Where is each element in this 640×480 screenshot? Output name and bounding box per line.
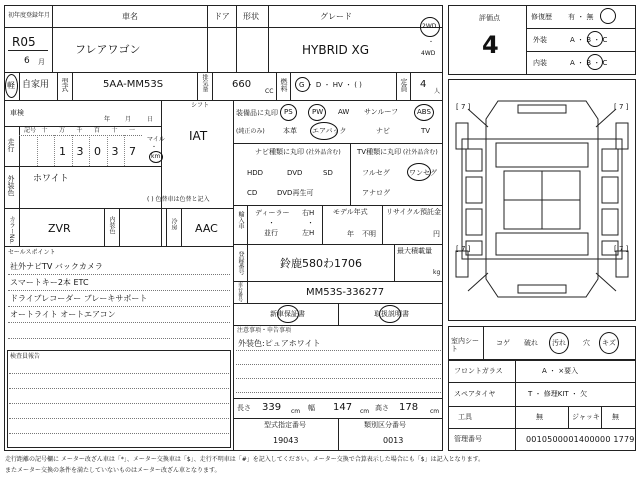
reg-month: 6 — [24, 56, 30, 66]
mileage-cell-divider — [54, 135, 55, 166]
mileage-cell-divider — [72, 135, 73, 166]
mileage-unit-header: 十 — [111, 127, 118, 134]
mileage-unit-header: 万 — [59, 127, 66, 134]
tools-value: 無 — [536, 413, 543, 421]
mileage-digit: 3 — [111, 145, 119, 158]
int-grade-label: 内装 — [533, 59, 547, 67]
vehicle-class: 軽 — [7, 81, 15, 90]
manual-warranty: 新車保証書 — [270, 310, 305, 318]
color-no-label: カラーNo. — [8, 216, 15, 244]
seat-hole: 穴 — [583, 339, 590, 347]
registration-label: 登録番号 — [237, 251, 244, 275]
grade-label: グレード — [320, 12, 352, 21]
reg-era: R05 — [12, 35, 36, 49]
car-outline-diagram — [448, 79, 636, 321]
seat-tear: 破れ — [524, 339, 538, 347]
displacement-value: 660 — [232, 79, 252, 90]
inspector-notes-label: 検査員報告 — [10, 353, 41, 360]
notes-label: 注意事項・申告事項 — [237, 327, 292, 334]
shift-label: シフト — [191, 102, 210, 109]
diagram-label-br: [ 7 ] — [614, 245, 629, 253]
footer-line-2: またメーター交換の条件を満たしていないものはメーター改ざん車となります。 — [5, 467, 221, 474]
width-label: 幅 — [308, 404, 315, 412]
equip-abs: ABS — [417, 108, 431, 116]
sales-line-3: ドライブレコーダー ブレーキサポート — [10, 294, 148, 303]
ext-color-label: 外装色 — [7, 175, 15, 196]
diagram-label-bl: [ 7 ] — [456, 245, 471, 253]
equip-leather: 本革 — [283, 127, 297, 135]
repair-none-circle — [600, 8, 616, 24]
equip-tv: TV — [421, 127, 431, 135]
model-label: 型式 — [61, 78, 69, 92]
mileage-unit-header: 千 — [76, 127, 83, 134]
class-value: 0013 — [383, 436, 404, 445]
inspection-year: 年 — [104, 116, 111, 123]
mileage-unit-header: 十 — [41, 127, 48, 134]
spare-tire-label: スペアタイヤ — [454, 390, 496, 398]
recycle-yen: 円 — [433, 230, 440, 238]
equip-navi: ナビ — [376, 127, 390, 135]
height-label: 高さ — [375, 404, 389, 412]
navi-label: ナビ種類に丸印 — [255, 148, 304, 156]
name-label: 車名 — [122, 12, 138, 21]
class-label: 類別区分番号 — [364, 421, 406, 429]
length-value: 339 — [262, 402, 282, 413]
ext-grade-label: 外装 — [533, 36, 547, 44]
model-year-label: モデル年式 — [333, 208, 368, 216]
import-label: 輸入車 — [237, 211, 244, 229]
seat-scratch: キズ — [602, 339, 616, 347]
mileage-unit-header: 一 — [129, 127, 136, 134]
reg-month-line — [8, 50, 48, 51]
score-label: 評価点 — [479, 14, 500, 22]
tv-analog: アナログ — [362, 189, 390, 197]
import-dot-2: ・ — [307, 219, 314, 227]
jack-value: 無 — [612, 413, 619, 421]
score-value: 4 — [482, 31, 499, 59]
diagram-label-tr: [ 7 ] — [614, 103, 629, 111]
shift-value: IAT — [189, 129, 208, 143]
length-label: 長さ — [237, 404, 251, 412]
person-unit: 人 — [434, 88, 441, 95]
mileage-cell-divider — [89, 135, 90, 166]
repair-value: 有 ・ 無 — [568, 13, 594, 21]
cc-unit: CC — [265, 88, 274, 95]
front-glass-label: フロントガラス — [454, 367, 503, 375]
inspection-day: 日 — [147, 116, 154, 123]
tv-sub: (社外品含む) — [403, 149, 438, 156]
registration-value: 鈴鹿580わ1706 — [280, 257, 362, 270]
mileage-digit: 3 — [76, 145, 84, 158]
seat-dirt: 汚れ — [552, 339, 566, 347]
width-value: 147 — [333, 402, 353, 413]
inspection-month: 月 — [125, 116, 132, 123]
mileage-cell-divider — [37, 135, 38, 166]
sales-points-label: セールスポイント — [8, 249, 56, 256]
interior-label: 内装色 — [108, 216, 115, 234]
height-cm: cm — [430, 408, 440, 415]
equip-aw: AW — [338, 108, 350, 116]
drive-4wd: 4WD — [421, 50, 436, 57]
mileage-digit: 7 — [129, 145, 136, 158]
chassis-label: 車台番号 — [237, 282, 243, 302]
fuel-options: G ・ D ・ HV ・ ( ) — [299, 81, 362, 89]
sales-line-1: 社外ナビTV バックカメラ — [10, 262, 103, 271]
seat-burn: コゲ — [496, 339, 510, 347]
mileage-label: 走行 — [7, 138, 15, 152]
navi-hdd: HDD — [247, 169, 264, 177]
equipment-sublabel: (純正のみ) — [236, 128, 265, 135]
front-glass-value: A ・ ×要入 — [542, 367, 579, 375]
grade-value: HYBRID XG — [302, 43, 370, 57]
navi-dvd: DVD — [287, 169, 303, 177]
mileage-unit-header: 百 — [94, 127, 101, 134]
management-label: 管理番号 — [454, 435, 482, 443]
designation-value: 19043 — [273, 436, 299, 445]
height-value: 178 — [399, 402, 419, 413]
color-no-value: ZVR — [48, 222, 71, 235]
mileage-digit: 0 — [94, 145, 101, 158]
import-parallel: 並行 — [264, 229, 278, 237]
drive-2wd: 2WD — [422, 23, 437, 30]
tv-label: TV種類に丸印 — [357, 148, 402, 156]
km-label: km — [151, 153, 161, 160]
ext-color-value: ホワイト — [33, 174, 69, 184]
length-cm: cm — [291, 408, 301, 415]
mileage-digit: 1 — [59, 145, 66, 158]
sales-line-2: スマートキー2本 ETC — [10, 278, 89, 287]
manual-owners: 取扱説明書 — [374, 310, 409, 318]
max-load-label: 最大積載量 — [397, 247, 432, 255]
navi-sub: (社外品含む) — [306, 149, 341, 156]
import-right: 右H — [302, 209, 315, 217]
fuel-label: 燃料 — [280, 78, 288, 92]
displacement-label: 排気量 — [201, 74, 208, 92]
tools-label: 工具 — [458, 413, 472, 421]
car-name: フレアワゴン — [75, 43, 141, 56]
capacity-label: 定員 — [400, 78, 408, 92]
chassis-value: MM53S-336277 — [306, 287, 385, 298]
repair-label: 修復歴 — [531, 13, 552, 21]
equip-pw: PW — [312, 108, 324, 116]
month-unit: 月 — [38, 58, 45, 66]
mileage-unit-header: 記号 — [24, 127, 37, 134]
shape-label: 形状 — [243, 12, 259, 21]
mileage-cell-divider — [107, 135, 108, 166]
ext-color-note: ( ) 色替車は色替と記入 — [147, 196, 210, 203]
equip-sunroof: サンルーフ — [364, 108, 399, 116]
jack-label: ジャッキ — [572, 413, 600, 421]
management-value: 0010500001400000 1779 — [526, 435, 635, 444]
recycle-label: リサイクル預託金 — [386, 208, 442, 216]
navi-cd: CD — [247, 189, 258, 197]
ac-value: AAC — [195, 222, 218, 235]
model-year-unit: 年 — [347, 230, 354, 238]
tv-fullseg: フルセグ — [362, 169, 390, 177]
mile-dot: ・ — [151, 144, 158, 151]
reg-year-label: 初年度登録年月 — [8, 12, 51, 19]
ext-grade-value: A ・ B ・ C — [570, 36, 608, 44]
capacity-value: 4 — [420, 79, 427, 90]
mile-label: マイル — [147, 136, 165, 143]
inspection-label: 車検 — [10, 109, 24, 117]
footer-line-1: 走行距離の記号欄に メーター改ざん車は「*」、メーター交換車は「$」、走行不明車は「#」を記入してください。メーター交換で合算表示した場合にも「$」は記入となります。 — [5, 456, 485, 463]
interior-seat-label: 室内シート — [451, 337, 479, 354]
import-dot-1: ・ — [268, 219, 275, 227]
import-left: 左H — [302, 229, 315, 237]
import-dealer: ディーラー — [255, 209, 290, 217]
model-value: 5AA-MM53S — [103, 79, 164, 90]
notes-line: 外装色:ピュアホワイト — [238, 339, 321, 348]
equipment-label: 装備品に丸印 — [236, 109, 278, 117]
int-grade-value: A ・ B ・ C — [570, 59, 608, 67]
diagram-label-tl: [ 7 ] — [456, 103, 471, 111]
model-year-unknown: 不明 — [362, 230, 376, 238]
navi-sd: SD — [323, 169, 333, 177]
tv-oneseg: ワンセグ — [409, 169, 437, 177]
sales-line-4: オートライト オートエアコン — [10, 310, 116, 319]
kg-unit: kg — [433, 269, 441, 276]
equip-airbag: エアバック — [312, 127, 347, 135]
usage: 自家用 — [22, 80, 50, 90]
drive-dot: ・ — [428, 39, 435, 46]
designation-label: 型式指定番号 — [264, 421, 306, 429]
ac-label: 冷房 — [170, 218, 177, 230]
mileage-cell-divider — [124, 135, 125, 166]
navi-dvd-play: DVD再生可 — [277, 189, 314, 197]
spare-tire-value: T ・ 修理KIT ・ 欠 — [528, 390, 588, 398]
equip-ps: PS — [284, 108, 293, 116]
door-label: ドア — [214, 12, 230, 21]
width-cm: cm — [360, 408, 370, 415]
